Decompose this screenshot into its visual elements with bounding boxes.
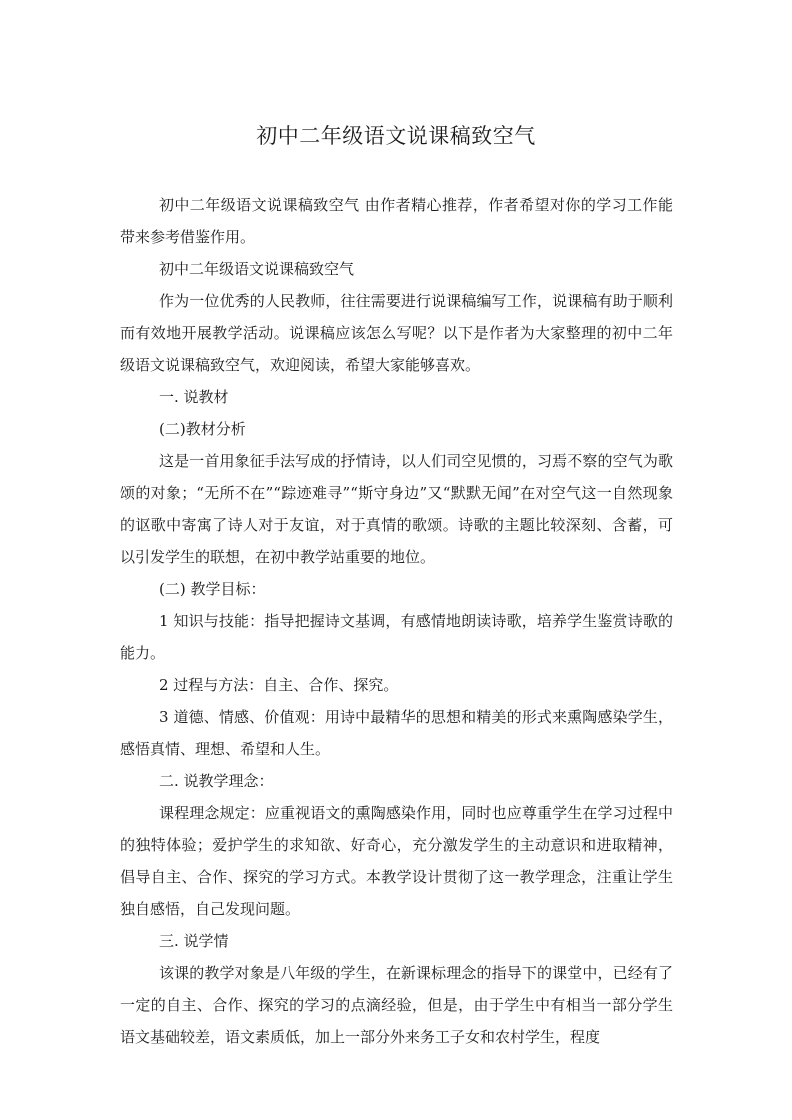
paragraph-students: 该课的教学对象是八年级的学生，在新课标理念的指导下的课堂中，已经有了一定的自主、合作、探究的学习的点滴经验，但是，由于学生中有相当一部分学生语文基础较差，语文素质低，加上一部分外来务工子女和农村学生，程度 bbox=[120, 964, 673, 1046]
goal-item-process: 2 过程与方法：自主、合作、探究。 bbox=[159, 676, 399, 694]
subsection-heading-analysis: (二)教材分析 bbox=[159, 420, 246, 438]
paragraph-subtitle: 初中二年级语文说课稿致空气 bbox=[159, 260, 355, 278]
paragraph-philosophy: 课程理念规定：应重视语文的熏陶感染作用，同时也应尊重学生在学习过程中的独特体验；爱护学生的求知欲、好奇心，充分激发学生的主动意识和进取精神，倡导自主、合作、探究的学习方式。本教学设计贯彻了这一教学理念，注重让学生独自感悟，自己发现问题。 bbox=[120, 804, 673, 918]
document-title: 初中二年级语文说课稿致空气 bbox=[256, 124, 536, 148]
paragraph-intro: 初中二年级语文说课稿致空气 由作者精心推荐，作者希望对你的学习工作能带来参考借鉴作用。 bbox=[120, 196, 673, 246]
subsection-heading-goals: (二) 教学目标： bbox=[159, 580, 266, 598]
section-heading-philosophy: 二. 说教学理念： bbox=[159, 772, 274, 790]
section-heading-students: 三. 说学情 bbox=[159, 932, 229, 950]
goal-item-values: 3 道德、情感、价值观：用诗中最精华的思想和精美的形式来熏陶感染学生，感悟真情、理想、希望和人生。 bbox=[120, 708, 673, 758]
section-heading-textbook: 一. 说教材 bbox=[159, 388, 229, 406]
paragraph-analysis: 这是一首用象征手法写成的抒情诗，以人们司空见惯的，习焉不察的空气为歌颂的对象；“无所不在”“踪迹难寻”“斯守身边”又“默默无闻”在对空气这一自然现象的讴歌中寄寓了诗人对于友谊，对于真情的歌颂。诗歌的主题比较深刻、含蓄，可以引发学生的联想，在初中教学站重要的地位。 bbox=[120, 452, 673, 566]
document-body bbox=[120, 189, 673, 1053]
goal-item-knowledge: 1 知识与技能：指导把握诗文基调，有感情地朗读诗歌，培养学生鉴赏诗歌的能力。 bbox=[120, 612, 673, 662]
paragraph-preface: 作为一位优秀的人民教师，往往需要进行说课稿编写工作，说课稿有助于顺利而有效地开展教学活动。说课稿应该怎么写呢？以下是作者为大家整理的初中二年级语文说课稿致空气，欢迎阅读，希望大家能够喜欢。 bbox=[120, 292, 673, 374]
